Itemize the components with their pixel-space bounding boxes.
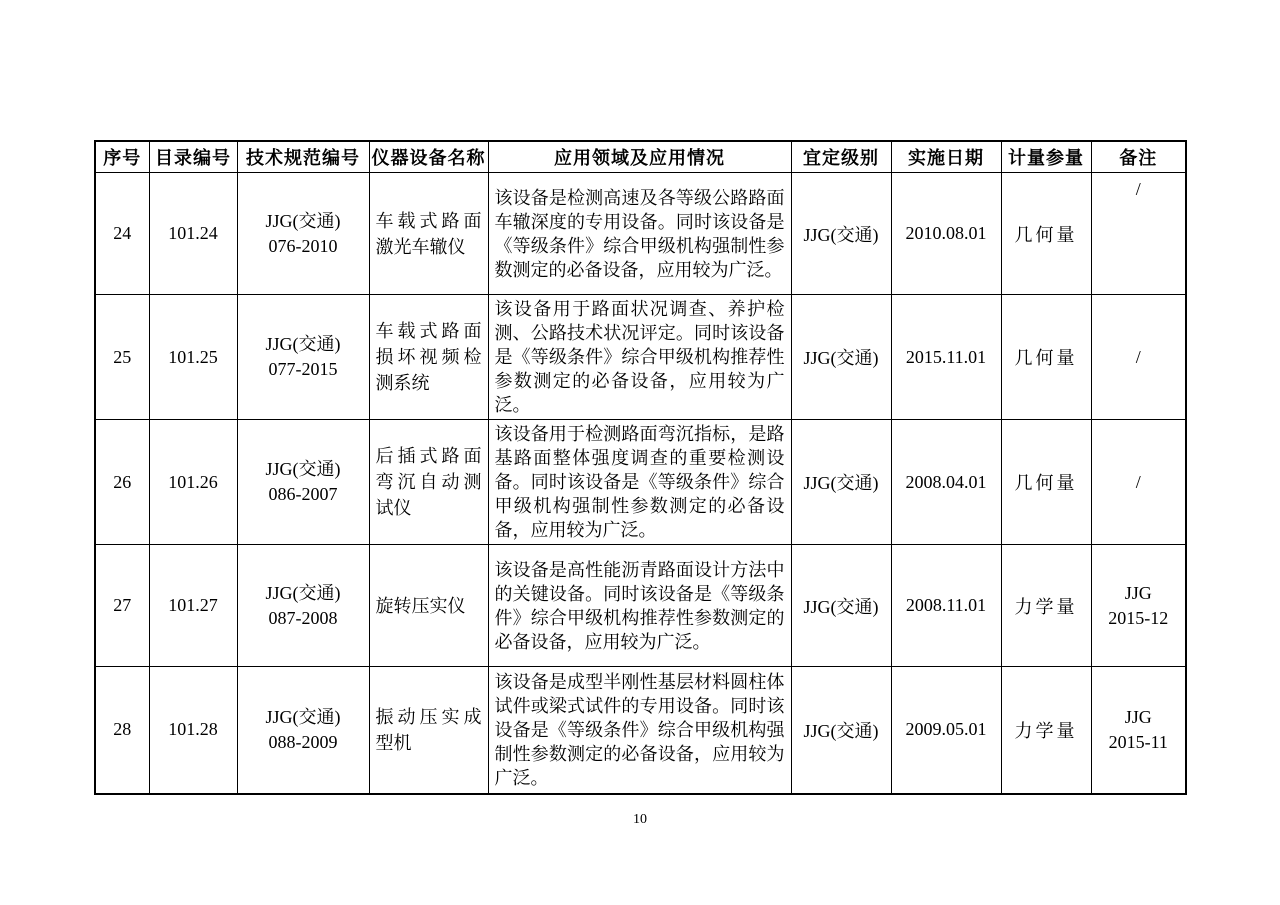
column-header-seq: 序号 (95, 141, 149, 173)
spec-no-line2: 077-2015 (268, 359, 338, 379)
column-header-spec-no: 技术规范编号 (237, 141, 369, 173)
table-row (95, 173, 1186, 295)
cell-grade-level: JJG(交通) (791, 420, 891, 545)
cell-grade-level: JJG(交通) (791, 295, 891, 420)
spec-no-line1: JJG(交通) (265, 459, 341, 479)
cell-seq: 25 (95, 295, 149, 420)
spec-no-line2: 087-2008 (268, 607, 338, 628)
cell-catalog-no: 101.24 (149, 173, 237, 295)
cell-measurement-param: 几何量 (1001, 295, 1091, 420)
remark-line1: JJG (1124, 706, 1152, 727)
cell-spec-no (237, 667, 369, 794)
cell-seq: 26 (95, 420, 149, 545)
cell-remark (1091, 545, 1186, 667)
cell-implementation-date: 2008.11.01 (891, 545, 1001, 667)
cell-remark (1091, 295, 1186, 420)
spec-no-line1: JJG(交通) (265, 334, 341, 354)
cell-spec-no (237, 173, 369, 295)
cell-grade-level: JJG(交通) (791, 545, 891, 667)
remark-line1: / (1135, 471, 1141, 492)
cell-device-name: 后插式路面弯沉自动测试仪 (369, 420, 488, 545)
cell-implementation-date: 2009.05.01 (891, 667, 1001, 794)
column-header-catalog-no: 目录编号 (149, 141, 237, 173)
remark-line2: 2015-11 (1108, 731, 1168, 752)
cell-remark (1091, 420, 1186, 545)
spec-no-line1: JJG(交通) (265, 706, 341, 727)
column-header-application: 应用领域及应用情况 (488, 141, 791, 173)
cell-measurement-param: 几何量 (1001, 420, 1091, 545)
cell-device-name: 旋转压实仪 (369, 545, 488, 667)
cell-implementation-date: 2015.11.01 (891, 295, 1001, 420)
spec-no-line2: 088-2009 (268, 731, 338, 752)
cell-catalog-no: 101.25 (149, 295, 237, 420)
cell-grade-level: JJG(交通) (791, 173, 891, 295)
cell-spec-no (237, 420, 369, 545)
spec-no-line2: 076-2010 (268, 235, 338, 256)
cell-catalog-no: 101.26 (149, 420, 237, 545)
spec-no-line1: JJG(交通) (265, 210, 341, 231)
cell-measurement-param: 力学量 (1001, 667, 1091, 794)
equipment-table (94, 140, 1187, 795)
cell-seq: 27 (95, 545, 149, 667)
cell-grade-level: JJG(交通) (791, 667, 891, 794)
page-number: 10 (633, 812, 647, 827)
column-header-grade-level: 宜定级别 (791, 141, 891, 173)
cell-device-name: 车载式路面激光车辙仪 (369, 173, 488, 295)
cell-application: 该设备用于路面状况调查、养护检测、公路技术状况评定。同时该设备是《等级条件》综合甲级机构推荐性参数测定的必备设备，应用较为广泛。 (488, 295, 791, 420)
spec-no-line2: 086-2007 (268, 484, 338, 504)
cell-application: 该设备用于检测路面弯沉指标，是路基路面整体强度调查的重要检测设备。同时该设备是《等级条件》综合甲级机构强制性参数测定的必备设备，应用较为广泛。 (488, 420, 791, 545)
cell-application: 该设备是高性能沥青路面设计方法中的关键设备。同时该设备是《等级条件》综合甲级机构推荐性参数测定的必备设备，应用较为广泛。 (488, 545, 791, 667)
spec-no-line1: JJG(交通) (265, 582, 341, 603)
cell-measurement-param: 力学量 (1001, 545, 1091, 667)
cell-spec-no (237, 545, 369, 667)
remark-line2: 2015-12 (1108, 607, 1169, 628)
table-row (95, 667, 1186, 794)
remark-line1: / (1135, 346, 1141, 367)
cell-spec-no (237, 295, 369, 420)
cell-catalog-no: 101.28 (149, 667, 237, 794)
cell-measurement-param: 几何量 (1001, 173, 1091, 295)
table-header-row (95, 141, 1186, 173)
remark-line1: / (1135, 179, 1141, 199)
cell-seq: 28 (95, 667, 149, 794)
table-row (95, 545, 1186, 667)
table-row (95, 420, 1186, 545)
cell-device-name: 车载式路面损坏视频检测系统 (369, 295, 488, 420)
equipment-table-wrap (94, 140, 1187, 795)
cell-seq: 24 (95, 173, 149, 295)
cell-implementation-date: 2008.04.01 (891, 420, 1001, 545)
cell-remark (1091, 173, 1186, 295)
column-header-remark: 备注 (1091, 141, 1186, 173)
cell-application: 该设备是成型半刚性基层材料圆柱体试件或梁式试件的专用设备。同时该设备是《等级条件》综合甲级机构强制性参数测定的必备设备，应用较为广泛。 (488, 667, 791, 794)
remark-line1: JJG (1124, 582, 1152, 603)
cell-remark (1091, 667, 1186, 794)
cell-catalog-no: 101.27 (149, 545, 237, 667)
column-header-measurement-param: 计量参量 (1001, 141, 1091, 173)
column-header-implementation-date: 实施日期 (891, 141, 1001, 173)
cell-application: 该设备是检测高速及各等级公路路面车辙深度的专用设备。同时该设备是《等级条件》综合甲级机构强制性参数测定的必备设备，应用较为广泛。 (488, 173, 791, 295)
column-header-device-name: 仪器设备名称 (369, 141, 488, 173)
cell-implementation-date: 2010.08.01 (891, 173, 1001, 295)
cell-device-name: 振动压实成型机 (369, 667, 488, 794)
table-row (95, 295, 1186, 420)
